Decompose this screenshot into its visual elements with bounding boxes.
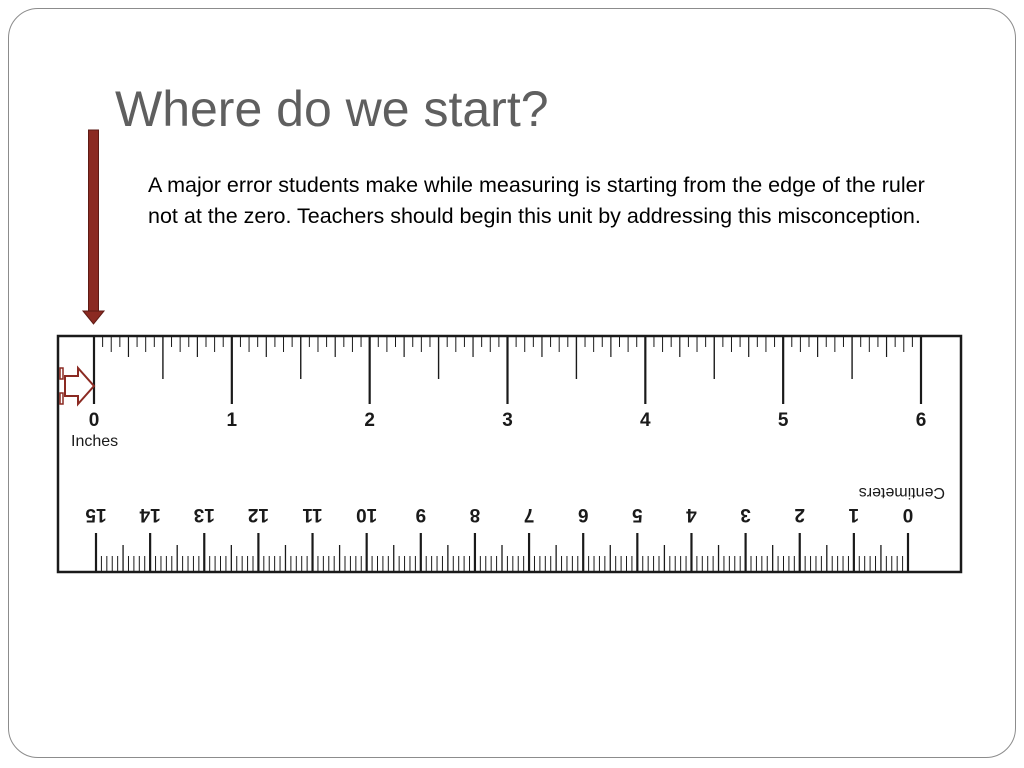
inch-label: 1: [226, 410, 238, 431]
cm-label: 13: [193, 504, 215, 525]
cm-label: 15: [85, 504, 107, 525]
cm-label: 4: [686, 504, 697, 525]
cm-label: 11: [302, 504, 323, 525]
centimeters-unit-label: Centimeters: [858, 484, 945, 501]
cm-label: 5: [632, 504, 643, 525]
cm-label: 3: [740, 504, 751, 525]
cm-label: 10: [356, 504, 378, 525]
inches-unit-label: Inches: [71, 433, 119, 450]
cm-label: 12: [247, 504, 269, 525]
inch-label: 5: [777, 410, 789, 431]
cm-label: 14: [139, 504, 161, 525]
cm-label: 6: [577, 504, 589, 525]
inch-label: 3: [502, 410, 513, 431]
inch-label: 4: [640, 410, 651, 431]
inch-label: 6: [915, 410, 927, 431]
cm-label: 9: [415, 504, 427, 525]
cm-label: 0: [902, 504, 914, 525]
cm-label: 7: [523, 504, 535, 525]
inch-label: 0: [88, 410, 100, 431]
cm-label: 8: [469, 504, 481, 525]
cm-label: 2: [794, 504, 806, 525]
ruler-body: [58, 336, 961, 572]
slide-title: Where do we start?: [115, 81, 549, 137]
slide-body-text: A major error students make while measuring is starting from the edge of the ruler not at the zero. Teachers should begin this unit by addressing this misconception.: [148, 173, 925, 228]
inch-label: 2: [364, 410, 375, 431]
cm-label: 1: [848, 504, 860, 525]
